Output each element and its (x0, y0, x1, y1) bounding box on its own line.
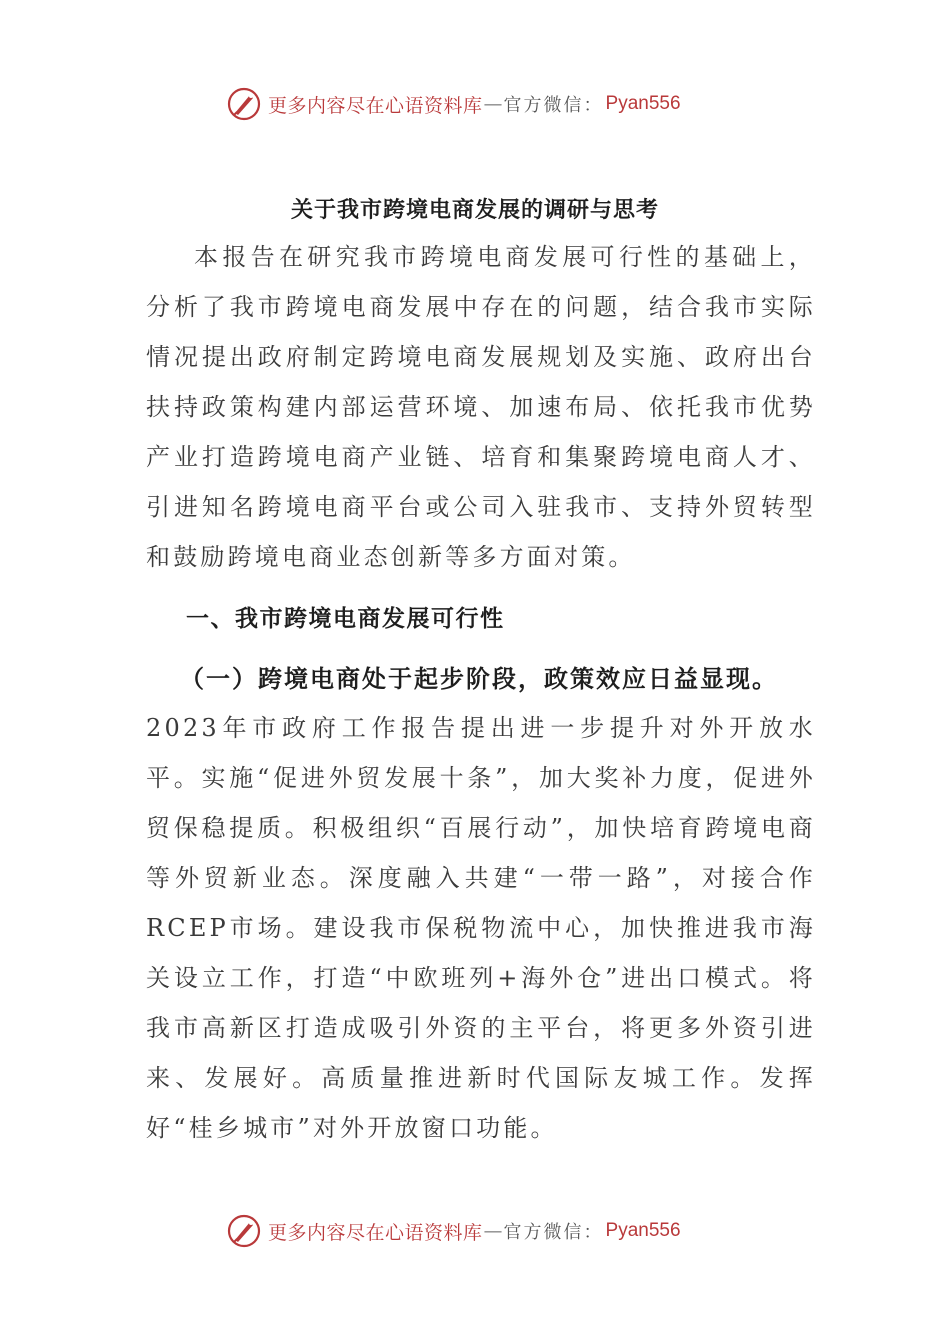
document-title: 关于我市跨境电商发展的调研与思考 (290, 197, 659, 223)
watermark-banner-top (226, 84, 681, 124)
watermark-wechat-id: Pyan556 (605, 93, 681, 114)
watermark-official-label: 官方微信： (503, 95, 604, 116)
subsection-body-paragraph: 2023年市政府工作报告提出进一步提升对外开放水平。实施“促进外贸发展十条”，加大奖补力度，促进外贸保稳提质。积极组织“百展行动”，加快培育跨境电商等外贸新业态。深度融入共建“一带一路”，对接合作RCEP市场。建设我市保税物流中心，加快推进我市海关设立工作，打造“中欧班列+海外仓”进出口模式。将我市高新区打造成吸引外资的主平台，将更多外资引进来、发展好。高质量推进新时代国际友城工作。发挥好“桂乡城市”对外开放窗口功能。 (146, 714, 816, 1142)
section-heading-1: 一、我市跨境电商发展可行性 (186, 606, 505, 632)
watermark-wechat-id: Pyan556 (605, 1220, 681, 1241)
intro-paragraph: 本报告在研究我市跨境电商发展可行性的基础上，分析了我市跨境电商发展中存在的问题，结合我市实际情况提出政府制定跨境电商发展规划及实施、政府出台扶持政策构建内部运营环境、加速布局、依托我市优势产业打造跨境电商产业链、培育和集聚跨境电商人才、引进知名跨境电商平台或公司入驻我市、支持外贸转型和鼓励跨境电商业态创新等多方面对策。 (146, 243, 816, 571)
watermark-brand: 更多内容尽在心语资料库 (268, 94, 483, 117)
subsection-heading-1: （一）跨境电商处于起步阶段，政策效应日益显现。 (180, 665, 778, 693)
quill-pen-logo-icon (226, 1213, 262, 1249)
watermark-official-label: 官方微信： (503, 1222, 604, 1243)
watermark-brand: 更多内容尽在心语资料库 (268, 1221, 483, 1244)
watermark-banner-bottom (226, 1211, 681, 1251)
quill-pen-logo-icon (226, 86, 262, 122)
watermark-dash: — (483, 1220, 503, 1242)
watermark-dash: — (483, 93, 503, 115)
